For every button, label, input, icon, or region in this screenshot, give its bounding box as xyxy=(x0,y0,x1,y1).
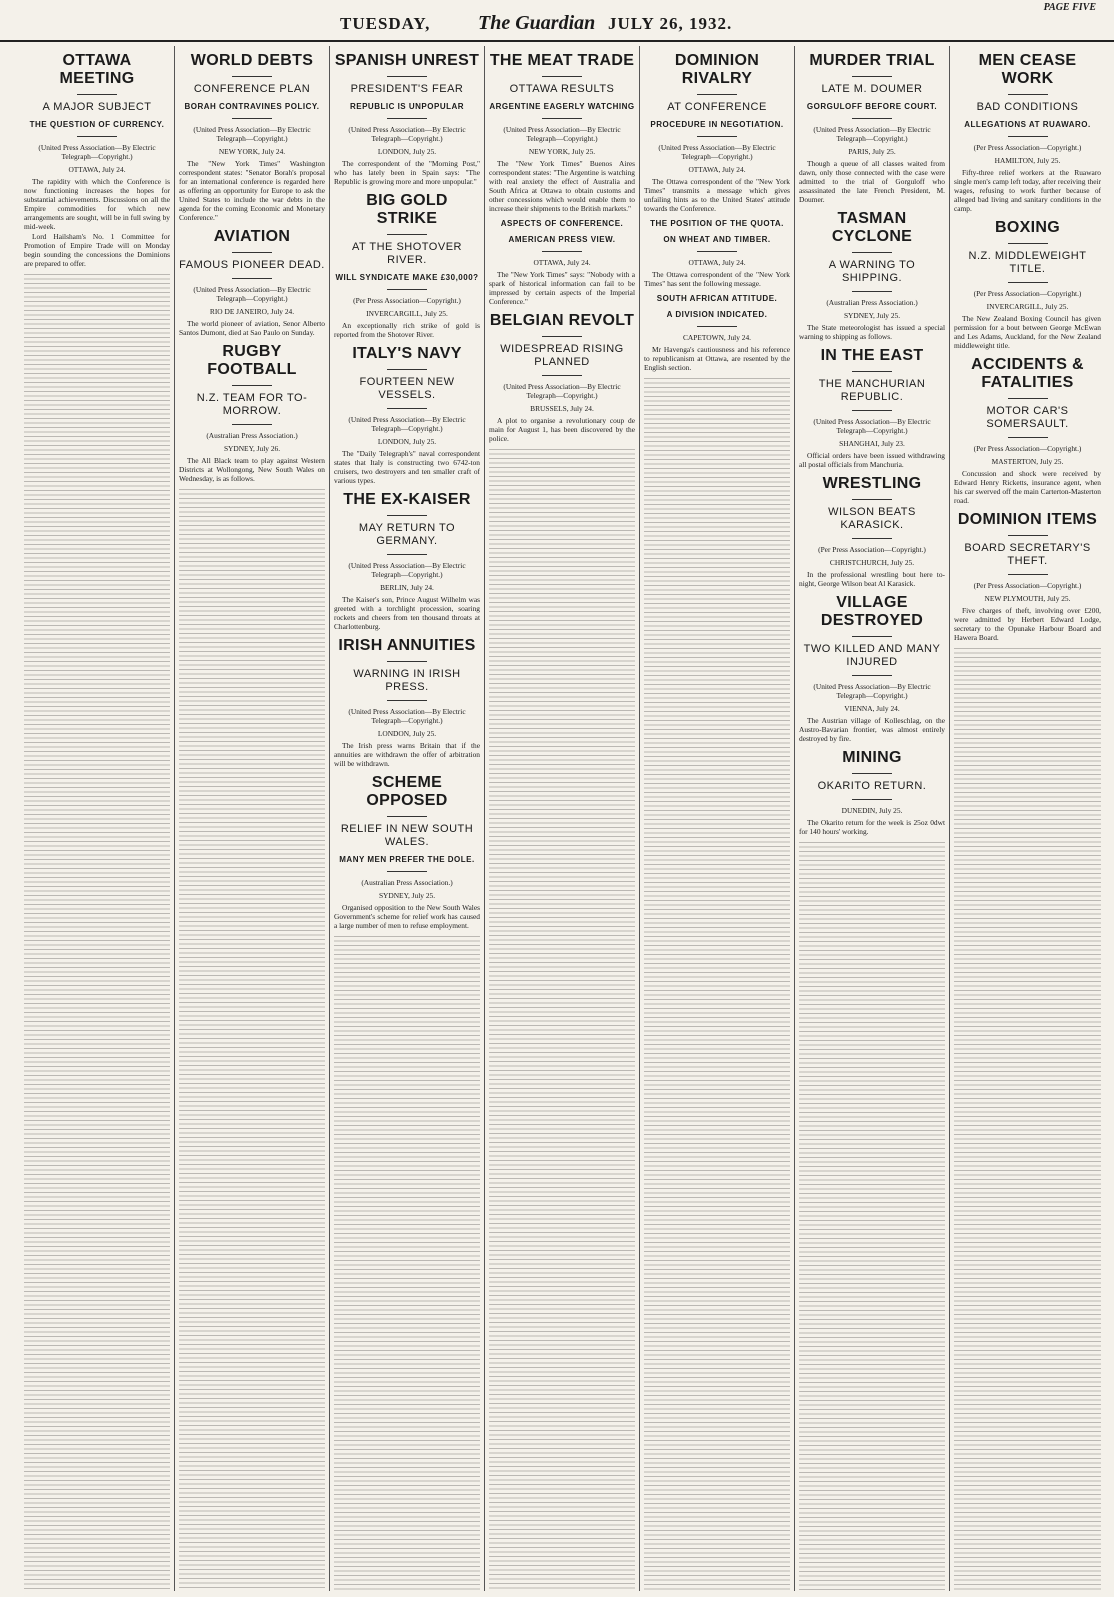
divider-rule xyxy=(852,252,892,253)
story-body xyxy=(954,314,1101,350)
story-body xyxy=(24,177,170,268)
divider-rule xyxy=(852,371,892,372)
story-paragraph: The correspondent of the "Morning Post," who has lately been in Spain says: "The Republic is growing more and more unpopular." xyxy=(334,159,480,186)
story-body xyxy=(644,177,790,213)
story-body xyxy=(799,451,945,469)
story-subhead: A MAJOR SUBJECT xyxy=(42,101,152,113)
column-7 xyxy=(950,46,1105,1591)
story-credit: (United Press Association—By Electric Telegraph—Copyright.) xyxy=(348,125,466,143)
story-dateline: BRUSSELS, July 24. xyxy=(530,404,594,413)
masthead-day: TUESDAY, xyxy=(340,14,431,33)
column-text-filler xyxy=(799,840,945,1591)
story-body xyxy=(489,416,635,443)
story-dateline: OTTAWA, July 24. xyxy=(688,258,746,267)
story xyxy=(954,511,1101,642)
story-credit: (Per Press Association—Copyright.) xyxy=(973,289,1082,298)
divider-rule xyxy=(387,515,427,516)
story-headline: DOMINION ITEMS xyxy=(957,511,1098,528)
column-text-filler xyxy=(24,272,170,1591)
story-subhead: FAMOUS PIONEER DEAD. xyxy=(179,259,325,271)
story xyxy=(644,52,790,213)
story-paragraph: The Ottawa correspondent of the "New York Times" transmits a message which gives unfailing hints as to the United States' attitude towards the Conference. xyxy=(644,177,790,213)
story-headline: THE EX-KAISER xyxy=(343,491,471,508)
story-dateline: DUNEDIN, July 25. xyxy=(841,806,903,815)
story xyxy=(644,219,790,288)
story-headline: THE MEAT TRADE xyxy=(489,52,635,69)
masthead-date: JULY 26, 1932. xyxy=(608,14,733,33)
story-body xyxy=(489,159,635,213)
story-subhead: ASPECTS OF CONFERENCE. xyxy=(500,219,624,228)
story-headline: OTTAWA MEETING xyxy=(59,52,135,87)
story-credit: (Per Press Association—Copyright.) xyxy=(353,296,461,305)
story-headline: TASMAN CYCLONE xyxy=(831,210,913,245)
story-paragraph: Concussion and shock were received by Edward Henry Ricketts, insurance agent, when his car swerved off the main Carterton-Masterton road. xyxy=(954,469,1101,505)
column-1 xyxy=(20,46,175,1591)
story-body xyxy=(954,469,1101,505)
column-6 xyxy=(795,46,950,1591)
divider-rule xyxy=(1008,136,1048,137)
story-dateline: INVERCARGILL, July 25. xyxy=(366,309,448,318)
column-4 xyxy=(485,46,640,1591)
divider-rule xyxy=(542,336,582,337)
story xyxy=(179,228,325,337)
story xyxy=(799,475,945,588)
story-subhead: MANY MEN PREFER THE DOLE. xyxy=(339,855,475,864)
story-body xyxy=(799,323,945,341)
story-subhead: CONFERENCE PLAN xyxy=(193,83,311,95)
story-subhead: LATE M. DOUMER xyxy=(821,83,923,95)
story-subhead: WARNING IN IRISH PRESS. xyxy=(353,668,461,693)
column-text-filler xyxy=(179,487,325,1591)
story-body xyxy=(954,168,1101,213)
divider-rule xyxy=(387,661,427,662)
story-subhead: N.Z. TEAM FOR TO-MORROW. xyxy=(196,392,308,417)
story-subhead: FOURTEEN NEW VESSELS. xyxy=(359,376,455,401)
story xyxy=(489,312,635,443)
story-headline: BOXING xyxy=(995,219,1060,236)
story-subhead: WIDESPREAD RISING PLANNED xyxy=(500,343,624,368)
divider-rule xyxy=(232,385,272,386)
story-dateline: SYDNEY, July 25. xyxy=(843,311,901,320)
divider-rule xyxy=(852,499,892,500)
story-credit: (United Press Association—By Electric Telegraph—Copyright.) xyxy=(658,143,776,161)
newspaper-columns xyxy=(20,46,1106,1591)
masthead-paper-name: The Guardian xyxy=(478,12,596,34)
story-paragraph: The world pioneer of aviation, Senor Alberto Santos Dumont, died at Sao Paulo on Sunday. xyxy=(179,319,325,337)
divider-rule xyxy=(387,76,427,77)
story-dateline: CAPETOWN, July 24. xyxy=(682,333,752,342)
story-credit: (Australian Press Association.) xyxy=(361,878,453,887)
divider-rule xyxy=(542,118,582,119)
story-subhead: PRESIDENT'S FEAR xyxy=(350,83,464,95)
divider-rule xyxy=(542,251,582,252)
story xyxy=(334,491,480,631)
divider-rule xyxy=(697,94,737,95)
story-dateline: SHANGHAI, July 23. xyxy=(839,439,905,448)
story-paragraph: Organised opposition to the New South Wales Government's scheme for relief work has caused a large number of men to refuse employment. xyxy=(334,903,480,930)
story-body xyxy=(334,159,480,186)
story-paragraph: The State meteorologist has issued a special warning to shipping as follows. xyxy=(799,323,945,341)
story-body xyxy=(179,456,325,483)
story xyxy=(334,192,480,339)
story-subhead: WILSON BEATS KARASICK. xyxy=(828,506,916,531)
story-subhead: THE POSITION OF THE QUOTA. xyxy=(650,219,784,228)
story-dateline: VIENNA, July 24. xyxy=(844,704,900,713)
story xyxy=(799,210,945,341)
story-dateline: OTTAWA, July 24. xyxy=(688,165,746,174)
story xyxy=(799,594,945,743)
story-dateline: OTTAWA, July 24. xyxy=(533,258,591,267)
story-credit: (Per Press Association—Copyright.) xyxy=(973,444,1082,453)
divider-rule xyxy=(852,410,892,411)
story-credit: (Per Press Association—Copyright.) xyxy=(973,143,1082,152)
story-subhead: REPUBLIC IS UNPOPULAR xyxy=(349,102,465,111)
divider-rule xyxy=(852,118,892,119)
divider-rule xyxy=(1008,94,1048,95)
story xyxy=(334,774,480,930)
story-subhead: AMERICAN PRESS VIEW. xyxy=(508,235,616,244)
story-dateline: MASTERTON, July 25. xyxy=(991,457,1064,466)
story-paragraph: In the professional wrestling bout here to-night, George Wilson beat Al Karasick. xyxy=(799,570,945,588)
story-headline: BELGIAN REVOLT xyxy=(489,312,635,329)
story-paragraph: Official orders have been issued withdrawing all postal officials from Manchuria. xyxy=(799,451,945,469)
divider-rule xyxy=(387,289,427,290)
divider-rule xyxy=(387,234,427,235)
story-body xyxy=(799,159,945,204)
column-text-filler xyxy=(334,934,480,1591)
divider-rule xyxy=(1008,282,1048,283)
story-subhead: BAD CONDITIONS xyxy=(976,101,1079,113)
divider-rule xyxy=(697,251,737,252)
divider-rule xyxy=(1008,535,1048,536)
story-paragraph: The rapidity with which the Conference is now functioning increases the hopes for substantial achievements. Discussions on all the Empire commodities for which new arrangements are sought, will be in full swing by mid-week. xyxy=(24,177,170,231)
divider-rule xyxy=(1008,437,1048,438)
divider-rule xyxy=(1008,574,1048,575)
story-subhead: GORGULOFF BEFORE COURT. xyxy=(806,102,938,111)
story-credit: (Australian Press Association.) xyxy=(826,298,918,307)
story-credit: (Per Press Association—Copyright.) xyxy=(973,581,1082,590)
divider-rule xyxy=(387,408,427,409)
story-subhead: BORAH CONTRAVINES POLICY. xyxy=(184,102,320,111)
story-credit: (United Press Association—By Electric Telegraph—Copyright.) xyxy=(813,417,931,435)
story-credit: (United Press Association—By Electric Telegraph—Copyright.) xyxy=(193,285,311,303)
story xyxy=(799,347,945,469)
story-body xyxy=(334,321,480,339)
story-body xyxy=(954,606,1101,642)
column-3 xyxy=(330,46,485,1591)
divider-rule xyxy=(387,871,427,872)
story xyxy=(644,294,790,372)
story-subhead: SOUTH AFRICAN ATTITUDE. xyxy=(656,294,778,303)
divider-rule xyxy=(77,94,117,95)
story-paragraph: The "Daily Telegraph's" naval correspondent states that Italy is constructing two 6742-ton cruisers, two destroyers and ten smaller craft of various types. xyxy=(334,449,480,485)
story-headline: DOMINION RIVALRY xyxy=(674,52,760,87)
story-dateline: INVERCARGILL, July 25. xyxy=(986,302,1069,311)
story-paragraph: Five charges of theft, involving over £200, were admitted by Herbert Edward Lodge, secretary to the Opunake Harbour Board and Hawera Board. xyxy=(954,606,1101,642)
divider-rule xyxy=(387,369,427,370)
story-headline: SPANISH UNREST xyxy=(334,52,480,69)
story-headline: BIG GOLD STRIKE xyxy=(366,192,448,227)
story-dateline: NEW YORK, July 24. xyxy=(218,147,286,156)
divider-rule xyxy=(1008,398,1048,399)
story-subhead: THE MANCHURIAN REPUBLIC. xyxy=(818,378,926,403)
story-credit: (Australian Press Association.) xyxy=(206,431,298,440)
divider-rule xyxy=(387,554,427,555)
divider-rule xyxy=(387,118,427,119)
story-paragraph: The Ottawa correspondent of the "New York Times" has sent the following message. xyxy=(644,270,790,288)
story-paragraph: Fifty-three relief workers at the Ruawaro single men's camp left today, after receiving their wages, refusing to work further because of alleged bad living and sanitary conditions in the camp. xyxy=(954,168,1101,213)
divider-rule xyxy=(542,76,582,77)
story-body xyxy=(799,818,945,836)
story-headline: ITALY'S NAVY xyxy=(352,345,462,362)
divider-rule xyxy=(852,773,892,774)
story xyxy=(799,52,945,204)
divider-rule xyxy=(1008,243,1048,244)
story-dateline: SYDNEY, July 26. xyxy=(223,444,281,453)
story-body xyxy=(334,903,480,930)
column-5 xyxy=(640,46,795,1591)
column-text-filler xyxy=(954,646,1101,1591)
story xyxy=(489,219,635,306)
story xyxy=(179,52,325,222)
divider-rule xyxy=(852,675,892,676)
story-subhead: OKARITO RETURN. xyxy=(817,780,927,792)
story-paragraph: The Austrian village of Kolleschlag, on the Austro-Bavarian frontier, was almost entirely destroyed by fire. xyxy=(799,716,945,743)
story-paragraph: The New Zealand Boxing Council has given permission for a bout between George McEwan and Les Adams, Auckland, for the New Zealand middleweight title. xyxy=(954,314,1101,350)
story xyxy=(954,219,1101,350)
story-dateline: LONDON, July 25. xyxy=(377,437,437,446)
story-subhead: A WARNING TO SHIPPING. xyxy=(828,259,916,284)
story-paragraph: The Irish press warns Britain that if the annuities are withdrawn the offer of arbitration will be withdrawn. xyxy=(334,741,480,768)
masthead-page-number: PAGE FIVE xyxy=(1043,2,1096,13)
story-subhead: MOTOR CAR'S SOMERSAULT. xyxy=(986,405,1069,430)
story-dateline: OTTAWA, July 24. xyxy=(68,165,126,174)
divider-rule xyxy=(697,326,737,327)
story-credit: (United Press Association—By Electric Telegraph—Copyright.) xyxy=(38,143,156,161)
story-subhead: ALLEGATIONS AT RUAWARO. xyxy=(964,120,1091,129)
divider-rule xyxy=(232,252,272,253)
story xyxy=(334,637,480,768)
story-subhead: TWO KILLED AND MANY INJURED xyxy=(803,643,941,668)
story-subhead: N.Z. MIDDLEWEIGHT TITLE. xyxy=(968,250,1087,275)
story-body xyxy=(489,270,635,306)
story-credit: (United Press Association—By Electric Telegraph—Copyright.) xyxy=(348,707,466,725)
story-body xyxy=(799,570,945,588)
story-dateline: LONDON, July 25. xyxy=(377,729,437,738)
story-subhead: AT CONFERENCE xyxy=(667,101,767,113)
story-subhead: ON WHEAT AND TIMBER. xyxy=(663,235,771,244)
divider-rule xyxy=(387,816,427,817)
story-dateline: NEW YORK, July 25. xyxy=(528,147,596,156)
story-subhead: WILL SYNDICATE MAKE £30,000? xyxy=(335,273,479,282)
story-body xyxy=(334,741,480,768)
story-body xyxy=(644,345,790,372)
story-dateline: RIO DE JANEIRO, July 24. xyxy=(209,307,295,316)
story-credit: (United Press Association—By Electric Telegraph—Copyright.) xyxy=(348,415,466,433)
story-dateline: BERLIN, July 24. xyxy=(380,583,434,592)
story-body xyxy=(334,595,480,631)
story-body xyxy=(799,716,945,743)
story-subhead: AT THE SHOTOVER RIVER. xyxy=(352,241,462,266)
story-subhead: ARGENTINE EAGERLY WATCHING xyxy=(489,102,635,111)
story-credit: (United Press Association—By Electric Telegraph—Copyright.) xyxy=(193,125,311,143)
story-credit: (United Press Association—By Electric Telegraph—Copyright.) xyxy=(348,561,466,579)
story-dateline: NEW PLYMOUTH, July 25. xyxy=(984,594,1071,603)
divider-rule xyxy=(542,375,582,376)
story-headline: IRISH ANNUITIES xyxy=(338,637,476,654)
story-headline: VILLAGE DESTROYED xyxy=(820,594,924,629)
story xyxy=(954,52,1101,213)
story-paragraph: The All Black team to play against Western Districts at Wollongong, New South Wales on Wednesday, is as follows. xyxy=(179,456,325,483)
story-headline: MURDER TRIAL xyxy=(809,52,935,69)
divider-rule xyxy=(852,799,892,800)
story-dateline: SYDNEY, July 25. xyxy=(378,891,436,900)
story-subhead: A DIVISION INDICATED. xyxy=(666,310,768,319)
story-dateline: CHRISTCHURCH, July 25. xyxy=(829,558,915,567)
story-subhead: OTTAWA RESULTS xyxy=(509,83,615,95)
story-credit: (United Press Association—By Electric Telegraph—Copyright.) xyxy=(503,382,621,400)
divider-rule xyxy=(852,636,892,637)
story-headline: AVIATION xyxy=(213,228,291,245)
story-credit: (United Press Association—By Electric Telegraph—Copyright.) xyxy=(503,125,621,143)
story-subhead: MAY RETURN TO GERMANY. xyxy=(358,522,456,547)
story xyxy=(179,343,325,483)
divider-rule xyxy=(387,700,427,701)
story-credit: (Per Press Association—Copyright.) xyxy=(818,545,926,554)
divider-rule xyxy=(232,76,272,77)
divider-rule xyxy=(852,76,892,77)
divider-rule xyxy=(232,424,272,425)
masthead xyxy=(0,0,1114,42)
story-headline: SCHEME OPPOSED xyxy=(366,774,448,809)
divider-rule xyxy=(232,278,272,279)
story-paragraph: The Kaiser's son, Prince August Wilhelm was greeted with a torchlight procession, soaring rockets and cheers from ten thousand throats at Charlottenburg. xyxy=(334,595,480,631)
story-headline: MINING xyxy=(842,749,902,766)
story-headline: RUGBY FOOTBALL xyxy=(207,343,297,378)
story-body xyxy=(179,319,325,337)
story-body xyxy=(334,449,480,485)
divider-rule xyxy=(697,136,737,137)
story-credit: (United Press Association—By Electric Telegraph—Copyright.) xyxy=(813,682,931,700)
story-headline: WRESTLING xyxy=(822,475,922,492)
story-paragraph: The "New York Times" Buenos Aires correspondent states: "The Argentine is watching with real anxiety the effect of Australia and South Africa at Ottawa to obtain customs and other concessions which would enable them to increase their shipments to the British markets." xyxy=(489,159,635,213)
story-paragraph: Lord Hailsham's No. 1 Committee for Promotion of Empire Trade will on Monday begin sounding the concessions the Dominions are prepared to offer. xyxy=(24,232,170,268)
story xyxy=(954,356,1101,505)
story-paragraph: Mr Havenga's cautiousness and his reference to republicanism at Ottawa, are resented by the English section. xyxy=(644,345,790,372)
column-2 xyxy=(175,46,330,1591)
story-paragraph: The "New York Times" says: "Nobody with a spark of historical information can fail to be impressed by certain aspects of the Imperial Conference." xyxy=(489,270,635,306)
story xyxy=(799,749,945,836)
story-subhead: RELIEF IN NEW SOUTH WALES. xyxy=(340,823,474,848)
divider-rule xyxy=(852,291,892,292)
story-dateline: PARIS, July 25. xyxy=(848,147,896,156)
story-body xyxy=(179,159,325,222)
story-credit: (United Press Association—By Electric Telegraph—Copyright.) xyxy=(813,125,931,143)
story xyxy=(24,52,170,268)
story-paragraph: The "New York Times" Washington correspondent states: "Senator Borah's proposal for an international conference is regarded here as offering an opportunity for Europe to ask the United States to include the war debts in the agenda for the coming Economic and Monetary Conference." xyxy=(179,159,325,222)
story-headline: WORLD DEBTS xyxy=(190,52,314,69)
story xyxy=(334,345,480,485)
story-headline: ACCIDENTS & FATALITIES xyxy=(971,356,1084,391)
story-paragraph: The Okarito return for the week is 25oz 0dwt for 140 hours' working. xyxy=(799,818,945,836)
story-body xyxy=(644,270,790,288)
story-subhead: PROCEDURE IN NEGOTIATION. xyxy=(650,120,784,129)
story-headline: MEN CEASE WORK xyxy=(978,52,1077,87)
story-headline: IN THE EAST xyxy=(820,347,924,364)
divider-rule xyxy=(77,136,117,137)
story-paragraph: Though a queue of all classes waited from dawn, only those connected with the case were admitted to the trial of Gorguloff who assassinated the late French President, M. Doumer. xyxy=(799,159,945,204)
story-paragraph: A plot to organise a revolutionary coup de main for August 1, has been discovered by the police. xyxy=(489,416,635,443)
divider-rule xyxy=(852,538,892,539)
story-subhead: BOARD SECRETARY'S THEFT. xyxy=(964,542,1091,567)
column-text-filler xyxy=(644,376,790,1591)
story xyxy=(334,52,480,186)
story-subhead: THE QUESTION OF CURRENCY. xyxy=(29,120,165,129)
story-dateline: LONDON, July 25. xyxy=(377,147,437,156)
divider-rule xyxy=(232,118,272,119)
story-paragraph: An exceptionally rich strike of gold is reported from the Shotover River. xyxy=(334,321,480,339)
column-text-filler xyxy=(489,447,635,1591)
story-dateline: HAMILTON, July 25. xyxy=(994,156,1061,165)
story xyxy=(489,52,635,213)
